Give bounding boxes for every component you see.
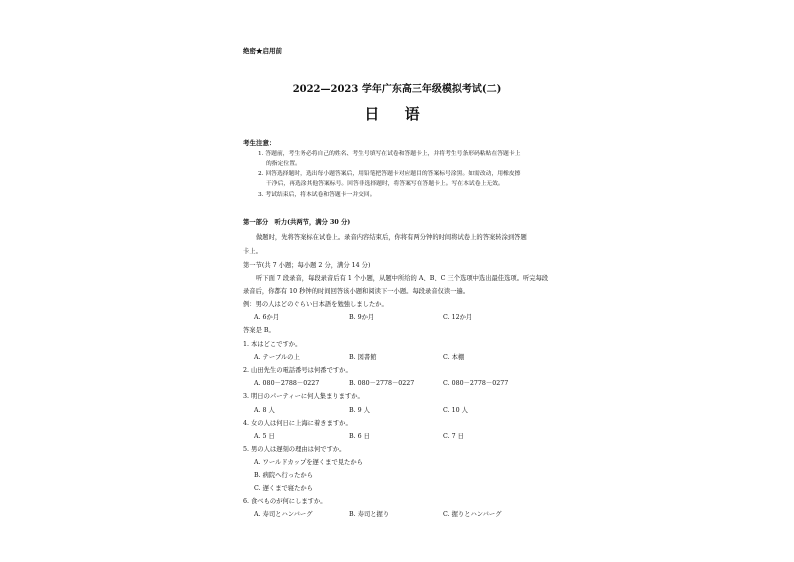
exam-title: 2022—2023 学年广东高三年级模拟考试(二)	[292, 84, 502, 95]
question-4-option-b: B. 6 日	[349, 433, 370, 440]
section1-instruction: 听下面 7 段录音，每段录音后有 1 个小题，从题中所给的 A、B、C 三个选项中选出最佳选项。听完每段	[256, 275, 549, 282]
question-1: 1. 本はどこですか。	[243, 341, 302, 348]
section1-instruction: 录音后，你都有 10 秒钟的时间回答该小题和阅读下一小题。每段录音仅读一遍。	[243, 288, 470, 295]
notice-item: 1. 答题前，考生务必将自己的姓名、考生号填写在试卷和答题卡上，并将考生号条形码粘贴在答题卡上	[258, 151, 521, 157]
example-question: 例：男の人はどのぐらい日本語を勉強しましたか。	[243, 301, 388, 308]
question-1-option-a: A. テーブルの上	[254, 354, 300, 361]
question-1-option-c: C. 本棚	[443, 354, 465, 361]
notice-item: 干净后，再选涂其他答案标号。回答非选择题时，将答案写在答题卡上。写在本试卷上无效。	[266, 181, 504, 187]
confidential-label: 绝密★启用前	[243, 47, 282, 55]
section1-heading: 第一节(共 7 小题；每小题 2 分，满分 14 分)	[243, 262, 371, 269]
question-4-option-a: A. 5 日	[254, 433, 275, 440]
question-1-option-b: B. 図書館	[349, 354, 377, 361]
subject-title: 日 语	[364, 105, 430, 123]
question-5: 5. 男の人は遅刻の理由は何ですか。	[243, 446, 346, 453]
question-6: 6. 食べものが何にしますか。	[243, 498, 327, 505]
example-option-c: C. 12か月	[443, 314, 473, 321]
notice-item: 2. 回答选择题时，选出每小题答案后，用铅笔把答题卡对应题目的答案标号涂黑。如需改动，用橡皮擦	[258, 171, 521, 177]
question-3-option-a: A. 8 人	[254, 407, 275, 414]
question-3: 3. 明日のパーティーに何人集まりますか。	[243, 393, 364, 400]
question-5-option-a: A. ワールドカップを遅くまで見たから	[254, 459, 363, 466]
part1-intro: 做题时，先将答案标在试卷上。录音内容结束后，你将有两分钟的时间将试卷上的答案转涂到答题	[256, 234, 527, 241]
question-6-option-c: C. 握りとハンバーグ	[443, 511, 502, 518]
notice-heading: 考生注意：	[243, 139, 276, 147]
question-2-option-b: B. 080－2778－0227	[349, 380, 415, 387]
example-option-b: B. 9か月	[349, 314, 375, 321]
question-6-option-a: A. 寿司とハンバーグ	[254, 511, 313, 518]
part1-intro: 卡上。	[243, 248, 262, 255]
question-3-option-c: C. 10 人	[443, 407, 468, 414]
question-4: 4. 女の人は何日に上海に着きますか。	[243, 420, 352, 427]
question-4-option-c: C. 7 日	[443, 433, 464, 440]
question-2-option-c: C. 080－2778－0277	[443, 380, 509, 387]
question-2: 2. 山田先生の電話番号は何番ですか。	[243, 367, 352, 374]
notice-item: 的指定位置。	[266, 161, 301, 167]
notice-item: 3. 考试结束后，将本试卷和答题卡一并交回。	[258, 192, 376, 198]
question-5-option-c: C. 遅くまで寝たから	[254, 485, 313, 492]
example-answer: 答案是 B。	[243, 327, 275, 334]
part1-heading: 第一部分 听力(共两节，满分 30 分)	[243, 219, 351, 226]
question-2-option-a: A. 080－2788－0227	[254, 380, 320, 387]
example-option-a: A. 6か月	[254, 314, 280, 321]
question-6-option-b: B. 寿司と握り	[349, 511, 390, 518]
question-3-option-b: B. 9 人	[349, 407, 370, 414]
question-5-option-b: B. 病院へ行ったから	[254, 472, 314, 479]
